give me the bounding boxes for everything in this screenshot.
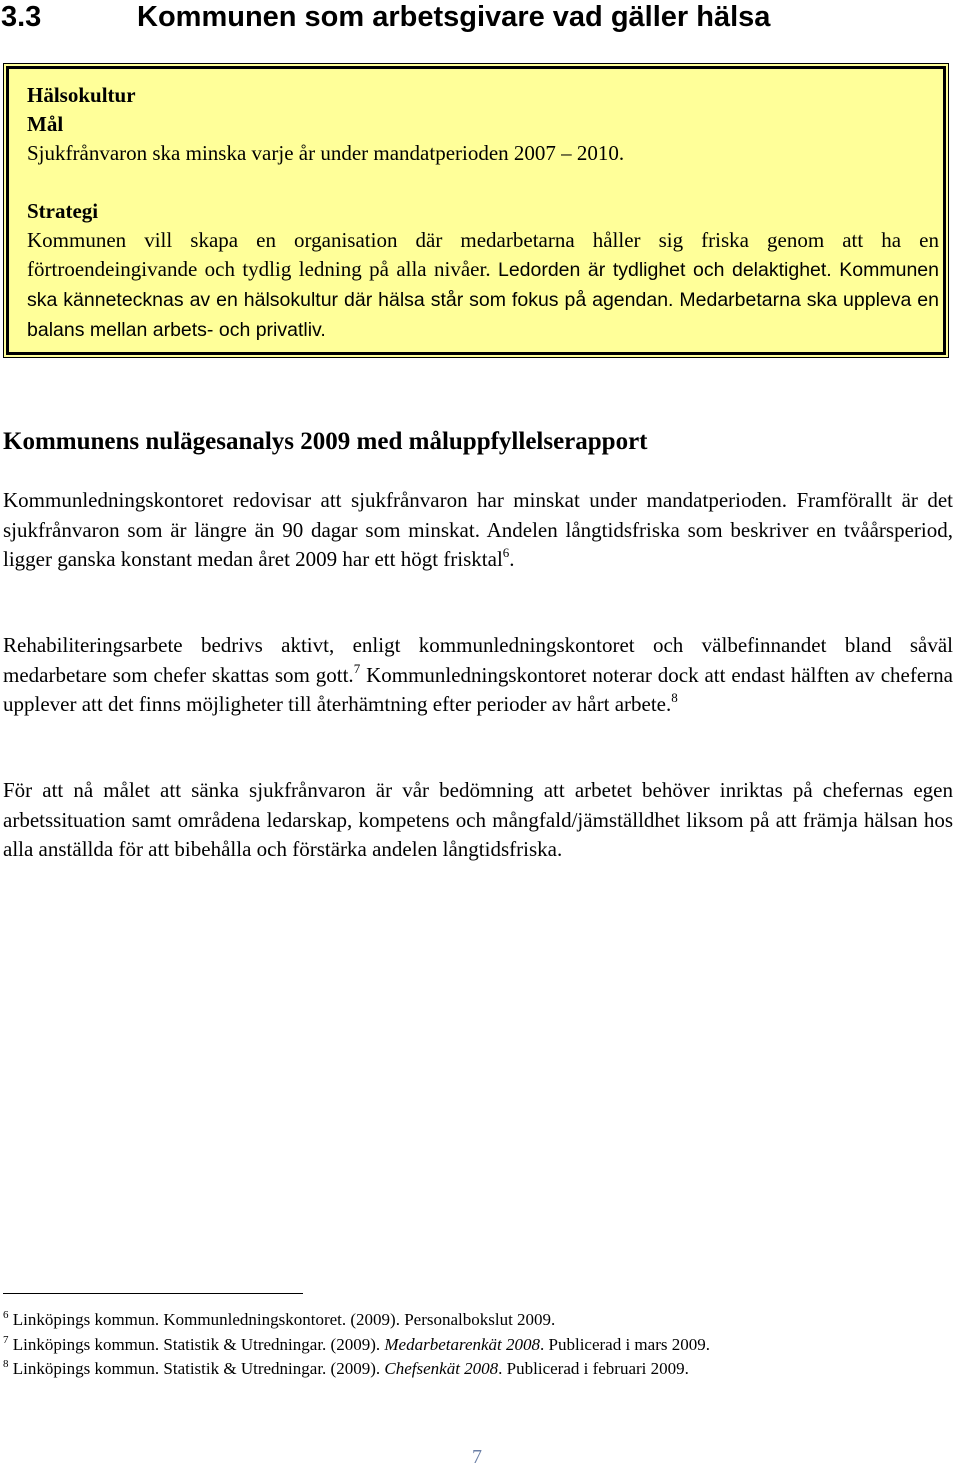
paragraph-2-text-a: Rehabiliteringsarbete bedrivs aktivt, enligt kommunledningskontoret och välbefinnandet bland såväl medarbetare som chefer skattas som gott.: [3, 633, 953, 687]
goal-text: Sjukfrånvaron ska minska varje år under mandatperioden 2007 – 2010.: [27, 141, 625, 165]
footnote-7-title: Medarbetarenkät 2008: [384, 1335, 541, 1354]
footnote-8-title: Chefsenkät 2008: [384, 1359, 499, 1378]
footnote-7: [3, 1334, 710, 1356]
footnote-8-text-a: Linköpings kommun. Statistik & Utredningar. (2009).: [12, 1359, 385, 1378]
paragraph-2-text-b: Kommunledningskontoret noterar dock att endast hälften av cheferna upplever att det finns möjligheter till återhämtning efter perioder av hårt arbete.: [3, 662, 954, 716]
footnote-8-text-b: . Publicerad i februari 2009.: [498, 1359, 689, 1378]
paragraph-3-text: För att nå målet att sänka sjukfrånvaron är vår bedömning att arbetet behöver inriktas på chefernas egen arbetssituation samt områdena ledarskap, kompetens och mångfald/jämställdhet liksom på att främja hälsan hos alla anställda för att bibehålla och förstärka andelen långtidsfriska.: [3, 778, 953, 861]
section-title: Kommunen som arbetsgivare vad gäller hälsa: [137, 1, 771, 33]
goal-box: [3, 63, 949, 358]
footnote-7-number: 7: [3, 1334, 9, 1346]
strategy-text-sans: Ledorden är tydlighet och delaktighet. Kommunen ska kännetecknas av en hälsokultur där hälsa står som fokus på agendan. Medarbetarna ska uppleva en balans mellan arbets- och privatliv.: [27, 259, 939, 341]
paragraph-3: [3, 776, 953, 865]
footnote-8-number: 8: [3, 1358, 9, 1370]
paragraph-1-end: .: [509, 547, 515, 571]
footnote-ref-8[interactable]: 8: [671, 690, 678, 705]
footnote-6-number: 6: [3, 1309, 9, 1321]
footnote-separator: [3, 1293, 303, 1294]
subheading: Kommunens nulägesanalys 2009 med måluppfyllelserapport: [3, 428, 648, 455]
goal-box-content: [27, 81, 939, 345]
footnote-6: [3, 1309, 555, 1331]
page-number: 7: [472, 1446, 482, 1468]
goal-label: Mål: [27, 112, 64, 136]
strategy-text-serif: Kommunen vill skapa en organisation där medarbetarna håller sig friska genom att ha en förtroendeingivande och tydlig ledning på alla nivåer.: [27, 228, 939, 281]
footnote-ref-7[interactable]: 7: [353, 660, 361, 676]
paragraph-1: [3, 486, 953, 575]
footnote-8: [3, 1358, 689, 1380]
footnote-ref-6[interactable]: 6: [502, 545, 510, 560]
paragraph-1-text: Kommunledningskontoret redovisar att sjukfrånvaron har minskat under mandatperioden. Framförallt är det sjukfrånvaron som är längre än 90 dagar som minskat. Andelen långtidsfriska som beskriver en tvåårsperiod, ligger ganska konstant medan året 2009 har ett högt frisktal: [3, 488, 953, 571]
footnote-7-text-b: . Publicerad i mars 2009.: [540, 1335, 710, 1354]
footnote-7-text-a: Linköpings kommun. Statistik & Utredningar. (2009).: [12, 1335, 385, 1354]
paragraph-2: [3, 631, 953, 720]
section-number: 3.3: [1, 1, 42, 33]
section-heading: [0, 0, 960, 34]
goal-box-heading: Hälsokultur: [27, 83, 136, 107]
strategy-label: Strategi: [27, 199, 99, 223]
footnote-6-text: Linköpings kommun. Kommunledningskontoret. (2009). Personalbokslut 2009.: [12, 1310, 556, 1329]
strategy-text: [27, 226, 939, 345]
goal-box-spacer: [27, 168, 939, 197]
